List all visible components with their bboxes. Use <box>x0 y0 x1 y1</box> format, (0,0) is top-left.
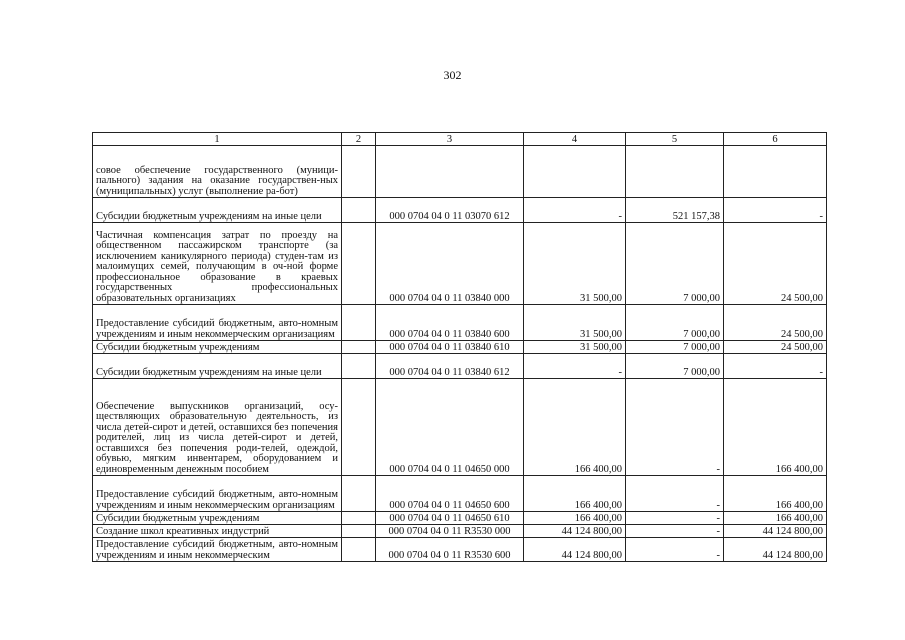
row-col4-cell: 31 500,00 <box>524 341 626 354</box>
row-col6-cell: 166 400,00 <box>724 512 827 525</box>
row-col4-cell: 31 500,00 <box>524 305 626 341</box>
row-col5-cell: 7 000,00 <box>626 223 724 305</box>
row-name-cell: Субсидии бюджетным учреждениям на иные цели <box>93 354 342 379</box>
row-code-cell: 000 0704 04 0 11 03070 612 <box>376 198 524 223</box>
header-col-3: 3 <box>376 133 524 146</box>
header-row <box>93 133 827 146</box>
table-header <box>93 133 827 146</box>
table-row <box>93 512 827 525</box>
table-row <box>93 198 827 223</box>
row-code-cell: 000 0704 04 0 11 03840 610 <box>376 341 524 354</box>
row-col5-cell: - <box>626 379 724 476</box>
row-col5-cell: 7 000,00 <box>626 354 724 379</box>
table-row <box>93 538 827 562</box>
row-col4-cell <box>524 146 626 198</box>
header-col-2: 2 <box>342 133 376 146</box>
row-col2-cell <box>342 305 376 341</box>
row-col4-cell: - <box>524 354 626 379</box>
header-col-6: 6 <box>724 133 827 146</box>
row-col4-cell: 31 500,00 <box>524 223 626 305</box>
header-col-1: 1 <box>93 133 342 146</box>
row-code-cell: 000 0704 04 0 11 04650 600 <box>376 476 524 512</box>
row-col5-cell: - <box>626 476 724 512</box>
row-code-cell: 000 0704 04 0 11 R3530 600 <box>376 538 524 562</box>
row-col2-cell <box>342 223 376 305</box>
row-col4-cell: 44 124 800,00 <box>524 538 626 562</box>
row-name-cell: Предоставление субсидий бюджетным, авто-номным учреждениям и иным некоммерческим <box>93 538 342 562</box>
row-col6-cell: 24 500,00 <box>724 341 827 354</box>
row-col4-cell: 166 400,00 <box>524 476 626 512</box>
table-row <box>93 341 827 354</box>
table-row <box>93 525 827 538</box>
row-code-cell: 000 0704 04 0 11 03840 600 <box>376 305 524 341</box>
table-row <box>93 146 827 198</box>
row-name-cell: Субсидии бюджетным учреждениям на иные цели <box>93 198 342 223</box>
row-col4-cell: 44 124 800,00 <box>524 525 626 538</box>
row-col2-cell <box>342 379 376 476</box>
row-col6-cell: 166 400,00 <box>724 379 827 476</box>
row-code-cell: 000 0704 04 0 11 03840 000 <box>376 223 524 305</box>
budget-table <box>92 132 827 562</box>
row-col5-cell <box>626 146 724 198</box>
row-col4-cell: 166 400,00 <box>524 512 626 525</box>
table-row <box>93 223 827 305</box>
row-col2-cell <box>342 512 376 525</box>
row-col5-cell: - <box>626 538 724 562</box>
row-col6-cell: - <box>724 198 827 223</box>
table-body <box>93 146 827 562</box>
table-row <box>93 476 827 512</box>
page-number: 302 <box>443 68 462 82</box>
row-col6-cell: 44 124 800,00 <box>724 525 827 538</box>
row-col5-cell: 521 157,38 <box>626 198 724 223</box>
row-col2-cell <box>342 525 376 538</box>
row-name-cell: Субсидии бюджетным учреждениям <box>93 512 342 525</box>
row-name-cell: Частичная компенсация затрат по проезду на общественном пассажирском транспорте (за исключением каникулярного периода) студен-там из малоимущих семей, получающим в оч-ной форме профессиональное образование в краевых государственных профессиональных образовательных организациях <box>93 223 342 305</box>
row-col6-cell: - <box>724 354 827 379</box>
row-col6-cell: 166 400,00 <box>724 476 827 512</box>
table-row <box>93 379 827 476</box>
row-col6-cell: 24 500,00 <box>724 223 827 305</box>
row-code-cell <box>376 146 524 198</box>
table-row <box>93 354 827 379</box>
row-col2-cell <box>342 341 376 354</box>
row-name-cell: Создание школ креативных индустрий <box>93 525 342 538</box>
row-name-cell: Предоставление субсидий бюджетным, авто-номным учреждениям и иным некоммерческим организациям <box>93 476 342 512</box>
row-col5-cell: - <box>626 525 724 538</box>
row-col2-cell <box>342 476 376 512</box>
row-col6-cell <box>724 146 827 198</box>
row-code-cell: 000 0704 04 0 11 R3530 000 <box>376 525 524 538</box>
header-col-5: 5 <box>626 133 724 146</box>
row-col2-cell <box>342 146 376 198</box>
row-col5-cell: 7 000,00 <box>626 341 724 354</box>
row-col2-cell <box>342 538 376 562</box>
table-row <box>93 305 827 341</box>
row-code-cell: 000 0704 04 0 11 04650 000 <box>376 379 524 476</box>
row-col5-cell: 7 000,00 <box>626 305 724 341</box>
row-col6-cell: 24 500,00 <box>724 305 827 341</box>
row-col4-cell: 166 400,00 <box>524 379 626 476</box>
row-col5-cell: - <box>626 512 724 525</box>
row-name-cell: Субсидии бюджетным учреждениям <box>93 341 342 354</box>
header-col-4: 4 <box>524 133 626 146</box>
row-col4-cell: - <box>524 198 626 223</box>
row-code-cell: 000 0704 04 0 11 03840 612 <box>376 354 524 379</box>
row-col2-cell <box>342 198 376 223</box>
row-name-cell: Предоставление субсидий бюджетным, авто-номным учреждениям и иным некоммерческим организациям <box>93 305 342 341</box>
row-col2-cell <box>342 354 376 379</box>
row-col6-cell: 44 124 800,00 <box>724 538 827 562</box>
row-name-cell: совое обеспечение государственного (муници-пального) задания на оказание государствен-ных (муниципальных) услуг (выполнение ра-бот) <box>93 146 342 198</box>
row-name-cell: Обеспечение выпускников организаций, осу-ществляющих образовательную деятельность, из числа детей-сирот и детей, оставшихся без попечения родителей, лиц из числа детей-сирот и детей, оставшихся без попечения роди-телей, одеждой, обувью, мягким инвентарем, оборудованием и единовременным денежным пособием <box>93 379 342 476</box>
row-code-cell: 000 0704 04 0 11 04650 610 <box>376 512 524 525</box>
